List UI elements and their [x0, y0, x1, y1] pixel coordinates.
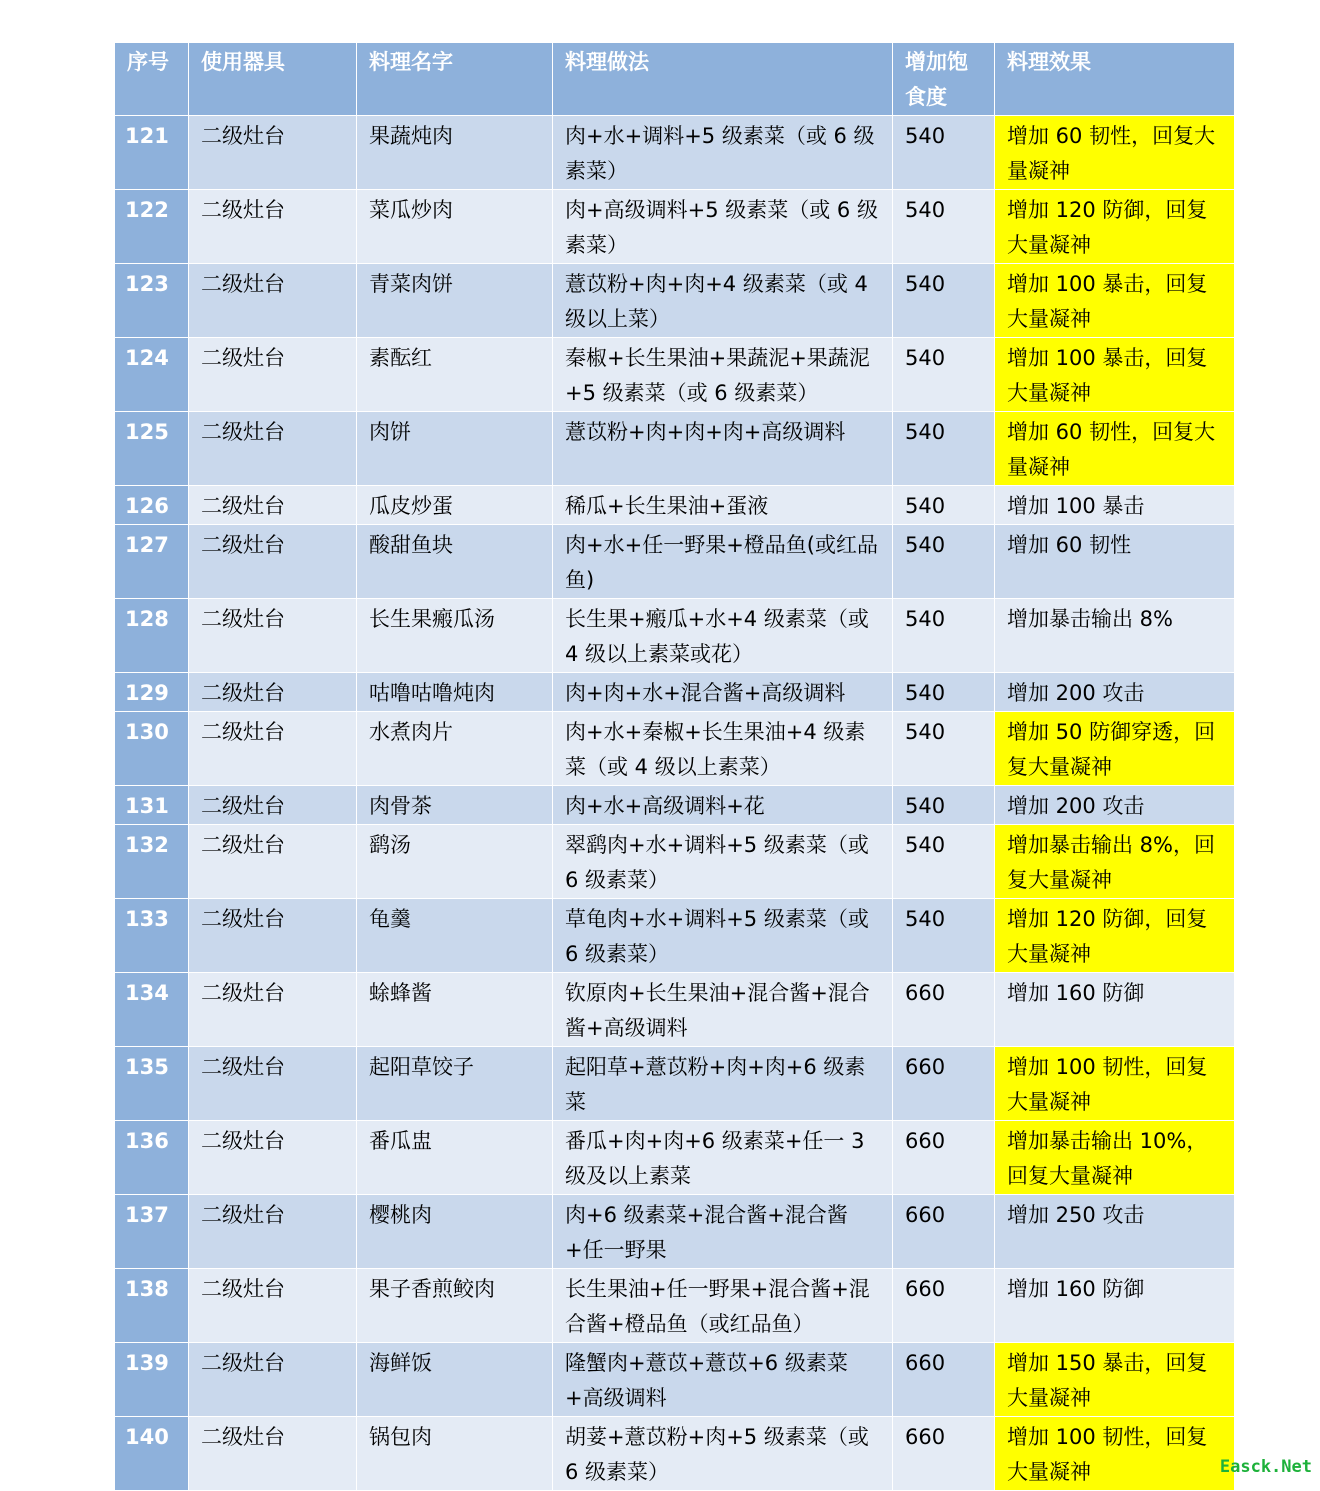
table-row: [115, 712, 1235, 786]
cell-satiety: 660: [893, 1047, 995, 1121]
cell-dish-name: 肉骨茶: [357, 786, 553, 825]
cell-effect: 增加 150 暴击，回复大量凝神: [995, 1343, 1235, 1417]
cell-effect: 增加 100 暴击，回复大量凝神: [995, 338, 1235, 412]
cell-tool: 二级灶台: [189, 786, 357, 825]
cell-satiety: 540: [893, 338, 995, 412]
cell-id: 132: [115, 825, 189, 899]
table-row: [115, 673, 1235, 712]
cell-dish-name: 咕噜咕噜炖肉: [357, 673, 553, 712]
cell-tool: 二级灶台: [189, 673, 357, 712]
cell-id: 128: [115, 599, 189, 673]
cell-method: 秦椒+长生果油+果蔬泥+果蔬泥+5 级素菜（或 6 级素菜）: [553, 338, 893, 412]
cell-method: 肉+6 级素菜+混合酱+混合酱+任一野果: [553, 1195, 893, 1269]
table-row: [115, 1121, 1235, 1195]
cell-dish-name: 菜瓜炒肉: [357, 190, 553, 264]
cell-tool: 二级灶台: [189, 116, 357, 190]
cell-id: 140: [115, 1417, 189, 1491]
cell-effect: 增加 200 攻击: [995, 673, 1235, 712]
cell-id: 133: [115, 899, 189, 973]
cell-id: 138: [115, 1269, 189, 1343]
cell-effect: 增加 50 防御穿透，回复大量凝神: [995, 712, 1235, 786]
cell-satiety: 540: [893, 264, 995, 338]
header-id: 序号: [115, 43, 189, 116]
cell-dish-name: 肉饼: [357, 412, 553, 486]
cell-method: 胡荽+薏苡粉+肉+5 级素菜（或 6 级素菜）: [553, 1417, 893, 1491]
cell-id: 137: [115, 1195, 189, 1269]
table-row: [115, 525, 1235, 599]
cell-tool: 二级灶台: [189, 1195, 357, 1269]
cell-dish-name: 樱桃肉: [357, 1195, 553, 1269]
cell-dish-name: 长生果瘢瓜汤: [357, 599, 553, 673]
cell-tool: 二级灶台: [189, 338, 357, 412]
cell-method: 薏苡粉+肉+肉+4 级素菜（或 4 级以上菜）: [553, 264, 893, 338]
cell-satiety: 540: [893, 486, 995, 525]
cell-method: 隆蟹肉+薏苡+薏苡+6 级素菜+高级调料: [553, 1343, 893, 1417]
cell-effect: 增加 120 防御，回复大量凝神: [995, 899, 1235, 973]
table-body: [115, 116, 1235, 1491]
cell-dish-name: 水煮肉片: [357, 712, 553, 786]
cell-id: 139: [115, 1343, 189, 1417]
cell-id: 129: [115, 673, 189, 712]
header-effect: 料理效果: [995, 43, 1235, 116]
cell-id: 125: [115, 412, 189, 486]
cell-effect: 增加 160 防御: [995, 973, 1235, 1047]
cell-id: 134: [115, 973, 189, 1047]
cell-id: 121: [115, 116, 189, 190]
cell-tool: 二级灶台: [189, 712, 357, 786]
cell-tool: 二级灶台: [189, 264, 357, 338]
cell-id: 123: [115, 264, 189, 338]
cell-id: 127: [115, 525, 189, 599]
cell-satiety: 540: [893, 599, 995, 673]
cell-tool: 二级灶台: [189, 973, 357, 1047]
cell-dish-name: 锅包肉: [357, 1417, 553, 1491]
cell-method: 肉+肉+水+混合酱+高级调料: [553, 673, 893, 712]
cell-effect: 增加 120 防御，回复大量凝神: [995, 190, 1235, 264]
cell-tool: 二级灶台: [189, 1047, 357, 1121]
cell-dish-name: 鹞汤: [357, 825, 553, 899]
cell-satiety: 540: [893, 412, 995, 486]
cell-satiety: 540: [893, 899, 995, 973]
cell-dish-name: 蜍蜂酱: [357, 973, 553, 1047]
cell-dish-name: 海鲜饭: [357, 1343, 553, 1417]
cell-tool: 二级灶台: [189, 899, 357, 973]
table-row: [115, 190, 1235, 264]
cell-dish-name: 素酝红: [357, 338, 553, 412]
cell-method: 长生果+瘢瓜+水+4 级素菜（或 4 级以上素菜或花）: [553, 599, 893, 673]
cell-tool: 二级灶台: [189, 1269, 357, 1343]
cell-satiety: 540: [893, 712, 995, 786]
cell-method: 翠鹞肉+水+调料+5 级素菜（或 6 级素菜）: [553, 825, 893, 899]
cell-id: 131: [115, 786, 189, 825]
cell-effect: 增加暴击输出 8%，回复大量凝神: [995, 825, 1235, 899]
cell-dish-name: 瓜皮炒蛋: [357, 486, 553, 525]
cell-effect: 增加 250 攻击: [995, 1195, 1235, 1269]
cell-id: 126: [115, 486, 189, 525]
cell-effect: 增加 60 韧性，回复大量凝神: [995, 412, 1235, 486]
header-satiety: 增加饱食度: [893, 43, 995, 116]
cell-satiety: 660: [893, 1121, 995, 1195]
table-row: [115, 412, 1235, 486]
cell-satiety: 660: [893, 1417, 995, 1491]
cell-id: 124: [115, 338, 189, 412]
cell-satiety: 540: [893, 190, 995, 264]
cell-method: 肉+高级调料+5 级素菜（或 6 级素菜）: [553, 190, 893, 264]
cell-id: 136: [115, 1121, 189, 1195]
cell-effect: 增加 200 攻击: [995, 786, 1235, 825]
cell-method: 长生果油+任一野果+混合酱+混合酱+橙品鱼（或红品鱼）: [553, 1269, 893, 1343]
cell-effect: 增加 60 韧性，回复大量凝神: [995, 116, 1235, 190]
table-header: [115, 43, 1235, 116]
header-method: 料理做法: [553, 43, 893, 116]
cell-satiety: 660: [893, 1269, 995, 1343]
table-row: [115, 599, 1235, 673]
cell-satiety: 660: [893, 1195, 995, 1269]
table-row: [115, 1417, 1235, 1491]
cell-satiety: 540: [893, 525, 995, 599]
cell-satiety: 660: [893, 973, 995, 1047]
cell-effect: 增加 60 韧性: [995, 525, 1235, 599]
table-row: [115, 1343, 1235, 1417]
cell-effect: 增加 160 防御: [995, 1269, 1235, 1343]
cell-id: 122: [115, 190, 189, 264]
table-row: [115, 825, 1235, 899]
cell-effect: 增加暴击输出 8%: [995, 599, 1235, 673]
cell-dish-name: 酸甜鱼块: [357, 525, 553, 599]
table-row: [115, 338, 1235, 412]
table-row: [115, 264, 1235, 338]
cell-method: 肉+水+高级调料+花: [553, 786, 893, 825]
cell-method: 番瓜+肉+肉+6 级素菜+任一 3 级及以上素菜: [553, 1121, 893, 1195]
cell-id: 135: [115, 1047, 189, 1121]
cell-method: 起阳草+薏苡粉+肉+肉+6 级素菜: [553, 1047, 893, 1121]
table-row: [115, 973, 1235, 1047]
cell-id: 130: [115, 712, 189, 786]
cell-effect: 增加 100 暴击: [995, 486, 1235, 525]
cell-dish-name: 起阳草饺子: [357, 1047, 553, 1121]
cell-method: 稀瓜+长生果油+蛋液: [553, 486, 893, 525]
cell-effect: 增加 100 韧性，回复大量凝神: [995, 1417, 1235, 1491]
cell-method: 肉+水+秦椒+长生果油+4 级素菜（或 4 级以上素菜）: [553, 712, 893, 786]
header-name: 料理名字: [357, 43, 553, 116]
cell-satiety: 540: [893, 825, 995, 899]
cell-method: 肉+水+调料+5 级素菜（或 6 级素菜）: [553, 116, 893, 190]
cell-effect: 增加暴击输出 10%，回复大量凝神: [995, 1121, 1235, 1195]
cell-tool: 二级灶台: [189, 190, 357, 264]
table-row: [115, 1269, 1235, 1343]
cell-effect: 增加 100 韧性，回复大量凝神: [995, 1047, 1235, 1121]
cell-tool: 二级灶台: [189, 412, 357, 486]
cell-dish-name: 青菜肉饼: [357, 264, 553, 338]
cell-dish-name: 果子香煎鲛肉: [357, 1269, 553, 1343]
cell-tool: 二级灶台: [189, 1121, 357, 1195]
cell-dish-name: 龟羹: [357, 899, 553, 973]
cell-effect: 增加 100 暴击，回复大量凝神: [995, 264, 1235, 338]
table-row: [115, 786, 1235, 825]
table-row: [115, 486, 1235, 525]
cell-method: 肉+水+任一野果+橙品鱼(或红品鱼): [553, 525, 893, 599]
cell-satiety: 540: [893, 116, 995, 190]
cell-tool: 二级灶台: [189, 486, 357, 525]
table-row: [115, 116, 1235, 190]
header-tool: 使用器具: [189, 43, 357, 116]
cell-method: 钦原肉+长生果油+混合酱+混合酱+高级调料: [553, 973, 893, 1047]
cell-tool: 二级灶台: [189, 825, 357, 899]
cell-satiety: 540: [893, 786, 995, 825]
recipe-table: [114, 42, 1235, 1491]
cell-satiety: 660: [893, 1343, 995, 1417]
cell-dish-name: 番瓜盅: [357, 1121, 553, 1195]
cell-tool: 二级灶台: [189, 1343, 357, 1417]
cell-tool: 二级灶台: [189, 599, 357, 673]
cell-method: 草龟肉+水+调料+5 级素菜（或 6 级素菜）: [553, 899, 893, 973]
cell-satiety: 540: [893, 673, 995, 712]
cell-dish-name: 果蔬炖肉: [357, 116, 553, 190]
table-row: [115, 899, 1235, 973]
table-row: [115, 1047, 1235, 1121]
watermark: Easck.Net: [1219, 1457, 1312, 1477]
cell-method: 薏苡粉+肉+肉+肉+高级调料: [553, 412, 893, 486]
cell-tool: 二级灶台: [189, 1417, 357, 1491]
table-row: [115, 1195, 1235, 1269]
cell-tool: 二级灶台: [189, 525, 357, 599]
